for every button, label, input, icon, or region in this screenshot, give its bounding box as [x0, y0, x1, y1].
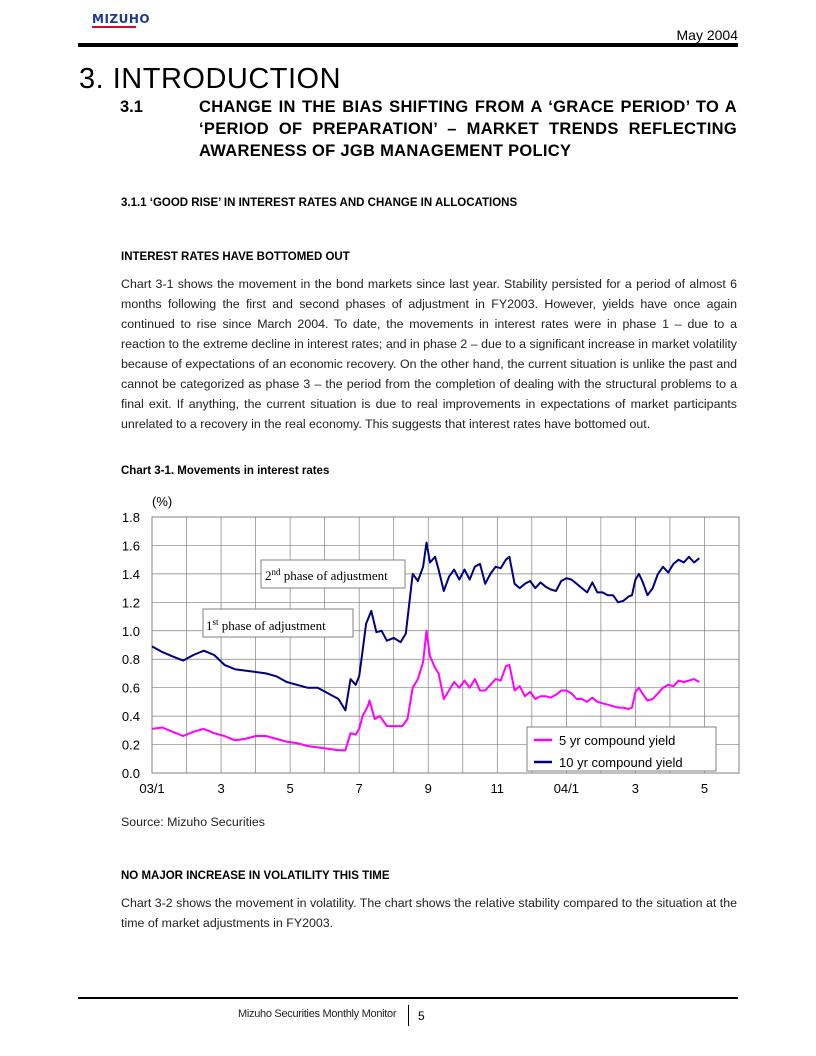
header-date: May 2004: [676, 27, 738, 43]
x-tick-label: 04/1: [553, 781, 580, 796]
x-tick-label: 9: [424, 781, 432, 796]
x-tick-label: 5: [286, 781, 294, 796]
footer-separator: [408, 1005, 409, 1026]
y-tick-label: 0.6: [121, 680, 140, 696]
legend-label-10yr: 10 yr compound yield: [559, 755, 683, 770]
chart-source: Source: Mizuho Securities: [121, 815, 265, 829]
legend-label-5yr: 5 yr compound yield: [559, 733, 676, 748]
interest-rate-chart: [100, 482, 750, 802]
chart-legend: [527, 727, 716, 771]
x-tick-label: 7: [355, 781, 363, 796]
x-tick-label: 3: [217, 781, 225, 796]
annotation-phase-1: [203, 609, 353, 637]
logo-underline: [92, 26, 136, 28]
y-tick-label: 1.2: [121, 595, 140, 611]
y-tick-label: 1.0: [121, 623, 140, 639]
y-tick-labels: [122, 510, 140, 781]
y-tick-label: 1.6: [121, 538, 140, 554]
footer-title: Mizuho Securities Monthly Monitor: [238, 1008, 397, 1020]
page-number: 5: [418, 1009, 425, 1023]
y-tick-label: 0.4: [121, 709, 140, 725]
footer-rule: [78, 997, 738, 999]
subsubsection-title: 3.1.1 ‘GOOD RISE’ IN INTEREST RATES AND CHANGE IN ALLOCATIONS: [121, 197, 518, 209]
y-tick-label: 1.8: [121, 510, 140, 525]
block2-heading: NO MAJOR INCREASE IN VOLATILITY THIS TIME: [121, 870, 390, 882]
subsection-number: 3.1: [120, 98, 143, 116]
x-tick-label: 03/1: [139, 781, 165, 796]
header-rule: [78, 43, 738, 47]
x-tick-label: 11: [490, 781, 505, 796]
section-title: 3. INTRODUCTION: [79, 63, 342, 95]
annotation-phase-2: [261, 560, 405, 588]
y-axis-label: (%): [152, 494, 173, 509]
x-tick-label: 3: [631, 781, 640, 796]
x-tick-label: 5: [700, 781, 709, 796]
annotation-phase-2-text: 2nd phase of adjustment: [265, 567, 388, 583]
subsection-title: CHANGE IN THE BIAS SHIFTING FROM A ‘GRACE PERIOD’ TO A ‘PERIOD OF PREPARATION’ – MARKET TRENDS REFLECTING AWARENESS OF JGB MANAGEMENT POLICY: [199, 98, 737, 160]
mizuho-logo: MIZUHO: [92, 12, 151, 26]
y-tick-label: 0.2: [121, 737, 140, 753]
block2-paragraph: Chart 3-2 shows the movement in volatility. The chart shows the relative stability compared to the situation at the time of market adjustments in FY2003.: [121, 896, 737, 930]
block1-paragraph: Chart 3-1 shows the movement in the bond markets since last year. Stability persisted for a period of almost 6 months following the first and second phases of adjustment in FY2003. However, yields have once again continued to rise since March 2004. To date, the movements in interest rates were in phase 1 – due to a reaction to the extreme decline in interest rates; and in phase 2 – due to a significant increase in market volatility because of expectations of an economic recovery. On the other hand, the current situation is unlike the past and cannot be categorized as phase 3 – the period from the completion of dealing with the structural problems to a final exit. If anything, the current situation is due to real improvements in expectations of market participants unrelated to a recovery in the real economy. This suggests that interest rates have bottomed out.: [121, 277, 737, 431]
block1-heading: INTEREST RATES HAVE BOTTOMED OUT: [121, 251, 350, 263]
y-tick-label: 0.8: [121, 652, 140, 668]
y-tick-label: 1.4: [121, 566, 140, 582]
y-tick-label: 0.0: [121, 766, 140, 781]
annotation-phase-1-text: 1st phase of adjustment: [206, 617, 326, 633]
x-tick-labels: [139, 781, 708, 796]
chart-caption: Chart 3-1. Movements in interest rates: [121, 465, 330, 477]
